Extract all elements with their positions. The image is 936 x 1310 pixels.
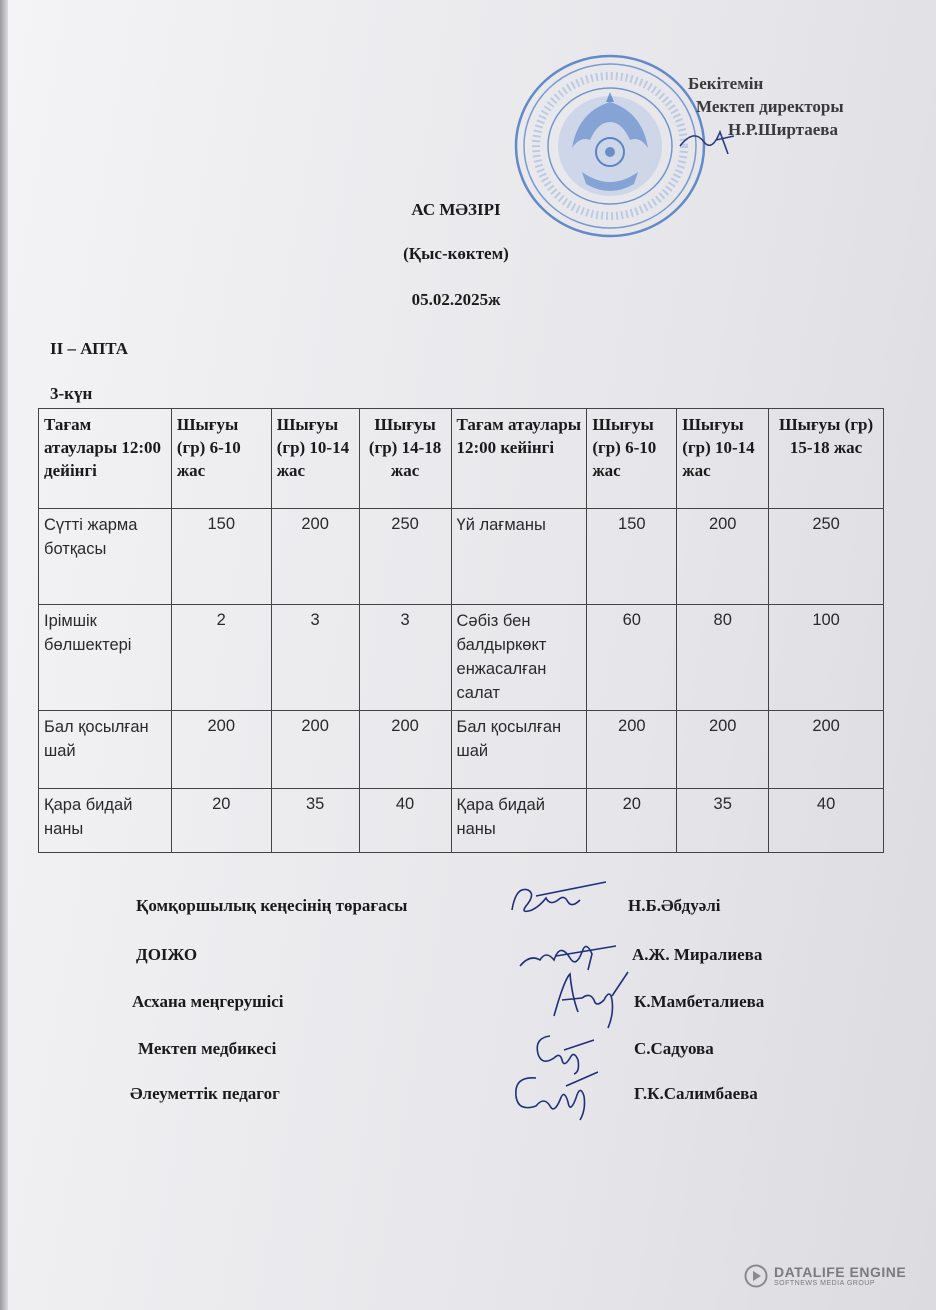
menu-table xyxy=(38,408,884,853)
portion-cell: 40 xyxy=(769,789,884,853)
portion-cell: 3 xyxy=(271,605,359,711)
portion-cell: 200 xyxy=(271,509,359,605)
header-cell: Шығуы (гр) 14-18 жас xyxy=(359,409,451,509)
dish-after-noon: Үй лағманы xyxy=(451,509,587,605)
dish-before-noon: Сүтті жарма ботқасы xyxy=(39,509,172,605)
header-cell: Тағам атаулары 12:00 дейінгі xyxy=(39,409,172,509)
header-cell: Шығуы (гр) 10-14 жас xyxy=(271,409,359,509)
week-label: ІІ – АПТА xyxy=(50,339,129,358)
portion-cell: 40 xyxy=(359,789,451,853)
dish-before-noon: Қара бидай наны xyxy=(39,789,172,853)
handwritten-signature xyxy=(506,876,612,922)
portion-cell: 2 xyxy=(171,605,271,711)
portion-cell: 200 xyxy=(271,711,359,789)
portion-cell: 3 xyxy=(359,605,451,711)
portion-cell: 35 xyxy=(271,789,359,853)
signatory-name: К.Мамбеталиева xyxy=(634,992,765,1011)
signatory-role: Асхана меңгерушісі xyxy=(132,992,284,1011)
table-row xyxy=(39,509,884,605)
portion-cell: 250 xyxy=(769,509,884,605)
watermark-sub: SOFTNEWS MEDIA GROUP xyxy=(774,1279,876,1287)
paper-edge xyxy=(0,0,8,1310)
dish-after-noon: Бал қосылған шай xyxy=(451,711,587,789)
portion-cell: 200 xyxy=(587,711,677,789)
dish-after-noon: Сәбіз бен балдыркөкт енжасалған салат xyxy=(451,605,587,711)
menu-date: 05.02.2025ж xyxy=(411,290,501,309)
table-row xyxy=(39,711,884,789)
director-signature xyxy=(676,118,736,160)
signatory-name: Г.К.Салимбаева xyxy=(634,1084,758,1103)
table-row xyxy=(39,605,884,711)
dish-before-noon: Бал қосылған шай xyxy=(39,711,172,789)
watermark-brand: DATALIFE ENGINE xyxy=(774,1263,907,1280)
approval-line-1: Бекітемін xyxy=(688,74,764,93)
dish-after-noon: Қара бидай наны xyxy=(451,789,587,853)
header-cell: Шығуы (гр) 6-10 жас xyxy=(587,409,677,509)
portion-cell: 200 xyxy=(677,711,769,789)
dish-before-noon: Ірімшік бөлшектері xyxy=(39,605,172,711)
header-cell: Тағам атаулары 12:00 кейінгі xyxy=(451,409,587,509)
portion-cell: 35 xyxy=(677,789,769,853)
portion-cell: 200 xyxy=(171,711,271,789)
header-cell: Шығуы (гр) 6-10 жас xyxy=(171,409,271,509)
header-cell: Шығуы (гр) 10-14 жас xyxy=(677,409,769,509)
menu-title: АС МӘЗІРІ xyxy=(411,200,501,219)
handwritten-signature xyxy=(548,966,632,1032)
signatory-name: А.Ж. Миралиева xyxy=(632,945,763,964)
portion-cell: 100 xyxy=(769,605,884,711)
table-row xyxy=(39,789,884,853)
portion-cell: 60 xyxy=(587,605,677,711)
signatory-name: С.Садуова xyxy=(634,1039,714,1058)
portion-cell: 150 xyxy=(171,509,271,605)
portion-cell: 200 xyxy=(769,711,884,789)
portion-cell: 150 xyxy=(587,509,677,605)
watermark xyxy=(744,1264,906,1288)
approval-line-2: Мектеп директоры xyxy=(696,97,844,116)
table-header-row xyxy=(39,409,884,509)
handwritten-signature xyxy=(506,1066,602,1122)
portion-cell: 200 xyxy=(677,509,769,605)
approval-line-3: Н.Р.Ширтаева xyxy=(728,120,838,139)
portion-cell: 250 xyxy=(359,509,451,605)
signatory-role: ДОІЖО xyxy=(136,945,198,964)
portion-cell: 20 xyxy=(171,789,271,853)
portion-cell: 200 xyxy=(359,711,451,789)
portion-cell: 80 xyxy=(677,605,769,711)
day-label: 3-күн xyxy=(50,384,93,403)
datalife-logo-icon xyxy=(744,1264,768,1288)
portion-cell: 20 xyxy=(587,789,677,853)
signatory-role: Қомқоршылық кеңесінің төрағасы xyxy=(136,896,408,915)
signatory-role: Мектеп медбикесі xyxy=(138,1039,277,1058)
header-cell: Шығуы (гр) 15-18 жас xyxy=(769,409,884,509)
signatory-role: Әлеуметтік педагог xyxy=(130,1084,280,1103)
menu-season: (Қыс-көктем) xyxy=(403,244,509,263)
signatory-name: Н.Б.Әбдуәлі xyxy=(628,896,721,915)
